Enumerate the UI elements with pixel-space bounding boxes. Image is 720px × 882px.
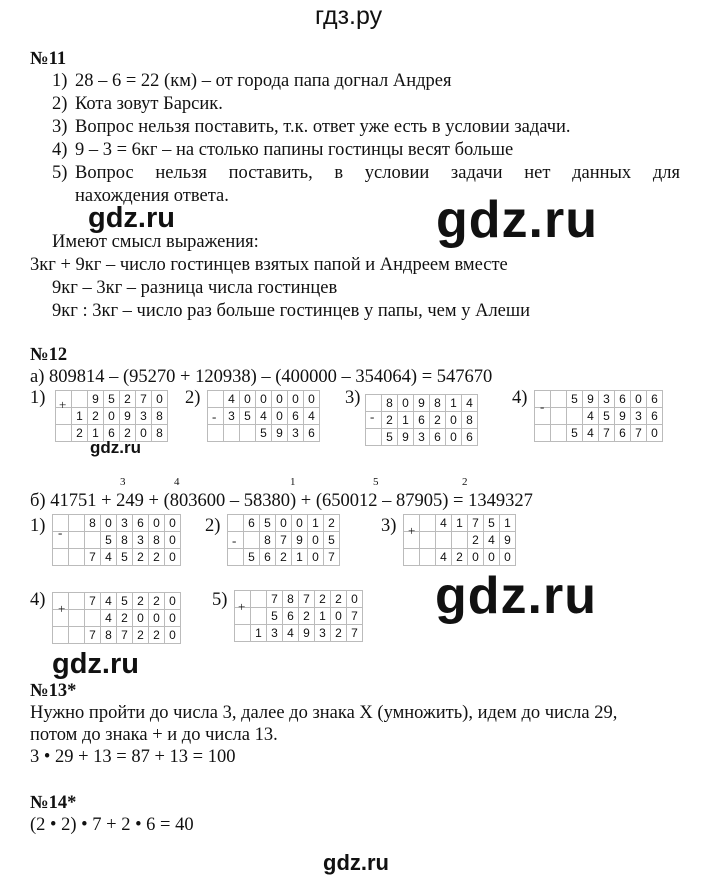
digit-cell: 1 <box>315 608 331 625</box>
minus-sign: - <box>58 525 63 540</box>
plus-sign: + <box>238 599 246 614</box>
digit-cell <box>420 532 436 549</box>
digit-cell: 5 <box>256 425 272 442</box>
digit-cell: 0 <box>152 391 168 408</box>
minus-sign: - <box>232 533 237 548</box>
digit-cell: 6 <box>430 429 446 446</box>
calc-b-1-grid <box>52 514 181 566</box>
digit-cell: 8 <box>117 532 133 549</box>
digit-cell: 0 <box>104 408 120 425</box>
task-11-item-2-number: 2) <box>52 94 68 114</box>
digit-cell: 1 <box>292 549 308 566</box>
digit-cell: 5 <box>567 391 583 408</box>
task-11-item-1-number: 1) <box>52 71 68 91</box>
digit-cell: 4 <box>583 408 599 425</box>
digit-cell: 6 <box>414 412 430 429</box>
digit-cell: 9 <box>120 408 136 425</box>
calc-b-4: 4) 7 4 5 2 2 0 4 2 0 0 0 7 8 7 2 2 0 + <box>30 590 205 656</box>
task-11-line-1: 3кг + 9кг – число гостинцев взятых папой и Андреем вместе <box>30 255 508 275</box>
digit-cell: 1 <box>88 425 104 442</box>
task-14-title: №14* <box>30 793 77 813</box>
digit-cell <box>567 408 583 425</box>
digit-cell: 5 <box>117 593 133 610</box>
digit-cell: 0 <box>468 549 484 566</box>
digit-cell: 9 <box>272 425 288 442</box>
digit-cell: 0 <box>240 391 256 408</box>
digit-cell: 2 <box>276 549 292 566</box>
digit-cell: 6 <box>133 515 149 532</box>
digit-cell: 6 <box>244 515 260 532</box>
calc-a-2: 2) 4 0 0 0 0 0 3 5 4 0 6 4 5 9 3 6 - <box>185 388 350 454</box>
digit-cell: 6 <box>462 429 478 446</box>
digit-cell: 4 <box>101 593 117 610</box>
digit-cell: 7 <box>599 425 615 442</box>
plus-sign: + <box>408 523 416 538</box>
digit-cell: 8 <box>260 532 276 549</box>
digit-cell: 7 <box>117 627 133 644</box>
digit-cell: 0 <box>165 593 181 610</box>
task-11-item-5-number: 5) <box>52 163 68 183</box>
digit-cell: 2 <box>133 593 149 610</box>
digit-cell: 7 <box>85 627 101 644</box>
digit-cell: 7 <box>468 515 484 532</box>
digit-cell: 5 <box>382 429 398 446</box>
digit-cell: 9 <box>398 429 414 446</box>
digit-cell: 2 <box>133 549 149 566</box>
digit-cell: 2 <box>299 608 315 625</box>
digit-cell: 3 <box>224 408 240 425</box>
order-number: 3 <box>120 476 126 488</box>
digit-cell: 4 <box>224 391 240 408</box>
digit-cell: 1 <box>452 515 468 532</box>
digit-cell: 0 <box>272 408 288 425</box>
digit-cell: 2 <box>315 591 331 608</box>
digit-cell: 7 <box>136 391 152 408</box>
digit-cell: 5 <box>267 608 283 625</box>
calc-b-3: 3) 4 1 7 5 1 2 4 9 4 2 0 0 0 + <box>381 512 531 578</box>
digit-cell: 4 <box>462 395 478 412</box>
digit-cell <box>208 425 224 442</box>
digit-cell: 7 <box>85 593 101 610</box>
digit-cell: 8 <box>430 395 446 412</box>
digit-cell: 1 <box>398 412 414 429</box>
task-11-line-3: 9кг : 3кг – число раз больше гостинцев у папы, чем у Алеши <box>52 301 531 321</box>
digit-cell <box>240 425 256 442</box>
digit-cell: 7 <box>631 425 647 442</box>
digit-cell: 5 <box>240 408 256 425</box>
task-13-line-3: 3 • 29 + 13 = 87 + 13 = 100 <box>30 747 236 767</box>
digit-cell: 1 <box>72 408 88 425</box>
digit-cell <box>436 532 452 549</box>
calc-a-2-grid <box>207 390 320 442</box>
watermark-big: gdz.ru <box>435 567 597 625</box>
digit-cell: 0 <box>272 391 288 408</box>
digit-cell <box>69 549 85 566</box>
digit-cell <box>85 532 101 549</box>
digit-cell: 0 <box>446 412 462 429</box>
digit-cell: 0 <box>165 515 181 532</box>
digit-cell <box>244 532 260 549</box>
digit-cell: 4 <box>436 549 452 566</box>
digit-cell: 8 <box>101 627 117 644</box>
digit-cell <box>69 627 85 644</box>
digit-cell: 2 <box>430 412 446 429</box>
digit-cell: 3 <box>315 625 331 642</box>
digit-cell: 4 <box>583 425 599 442</box>
digit-cell: 6 <box>260 549 276 566</box>
digit-cell: 6 <box>647 391 663 408</box>
digit-cell: 1 <box>500 515 516 532</box>
calc-a-3: 3) 8 0 9 8 1 4 2 1 6 2 0 8 5 9 3 6 0 6 - <box>345 388 520 454</box>
digit-cell: 0 <box>631 391 647 408</box>
digit-cell: 8 <box>152 425 168 442</box>
digit-cell: 0 <box>136 425 152 442</box>
digit-cell: 7 <box>85 549 101 566</box>
digit-cell <box>224 425 240 442</box>
site-header: гдз.ру <box>315 2 383 30</box>
digit-cell: 2 <box>120 425 136 442</box>
calc-b-1: 1) 8 0 3 6 0 0 5 8 3 8 0 7 4 5 2 2 0 - <box>30 512 200 578</box>
task-14-line: (2 • 2) • 7 + 2 • 6 = 40 <box>30 815 194 835</box>
digit-cell: 5 <box>324 532 340 549</box>
digit-cell: 3 <box>133 532 149 549</box>
digit-cell: 4 <box>101 610 117 627</box>
digit-cell: 8 <box>283 591 299 608</box>
digit-cell: 0 <box>276 515 292 532</box>
digit-cell: 2 <box>149 593 165 610</box>
digit-cell: 6 <box>647 408 663 425</box>
digit-cell: 5 <box>260 515 276 532</box>
task-11-meaningful-title: Имеют смысл выражения: <box>52 232 259 252</box>
task-11-line-2: 9кг – 3кг – разница числа гостинцев <box>52 278 338 298</box>
digit-cell <box>228 549 244 566</box>
digit-cell: 6 <box>615 425 631 442</box>
digit-cell: 8 <box>149 532 165 549</box>
digit-cell: 2 <box>133 627 149 644</box>
digit-cell <box>69 610 85 627</box>
digit-cell: 3 <box>267 625 283 642</box>
digit-cell: 0 <box>304 391 320 408</box>
digit-cell: 0 <box>133 610 149 627</box>
digit-cell: 9 <box>292 532 308 549</box>
digit-cell: 5 <box>101 532 117 549</box>
digit-cell: 7 <box>299 591 315 608</box>
digit-cell: 0 <box>347 591 363 608</box>
digit-cell: 4 <box>484 532 500 549</box>
digit-cell: 5 <box>484 515 500 532</box>
watermark-small: gdz.ru <box>52 648 139 680</box>
task-12-a-expression: а) 809814 – (95270 + 120938) – (400000 – 354064) = 547670 <box>30 367 493 387</box>
calc-b-2: 2) 6 5 0 0 1 2 8 7 9 0 5 5 6 2 1 0 7 - <box>205 512 370 578</box>
task-11-item-3: Вопрос нельзя поставить, т.к. ответ уже есть в условии задачи. <box>75 117 571 137</box>
task-11-title: №11 <box>30 49 67 69</box>
digit-cell: 2 <box>331 625 347 642</box>
digit-cell: 2 <box>382 412 398 429</box>
digit-cell <box>56 425 72 442</box>
digit-cell: 0 <box>398 395 414 412</box>
digit-cell: 4 <box>283 625 299 642</box>
digit-cell <box>404 549 420 566</box>
digit-cell: 6 <box>288 408 304 425</box>
digit-cell: 2 <box>452 549 468 566</box>
calc-a-1: 1) 9 5 2 7 0 1 2 0 9 3 8 2 1 6 2 0 8 + <box>30 388 190 454</box>
digit-cell: 8 <box>85 515 101 532</box>
digit-cell <box>85 610 101 627</box>
digit-cell: 9 <box>88 391 104 408</box>
digit-cell: 0 <box>308 549 324 566</box>
digit-cell: 3 <box>599 391 615 408</box>
digit-cell: 6 <box>104 425 120 442</box>
digit-cell <box>420 515 436 532</box>
digit-cell: 4 <box>256 408 272 425</box>
digit-cell: 2 <box>331 591 347 608</box>
digit-cell: 3 <box>117 515 133 532</box>
digit-cell: 1 <box>446 395 462 412</box>
digit-cell <box>235 625 251 642</box>
digit-cell: 1 <box>251 625 267 642</box>
plus-sign: + <box>59 397 67 412</box>
digit-cell: 6 <box>283 608 299 625</box>
digit-cell <box>69 532 85 549</box>
plus-sign: + <box>58 601 66 616</box>
digit-cell: 6 <box>615 391 631 408</box>
digit-cell: 0 <box>165 610 181 627</box>
calc-b-5-grid <box>234 590 363 642</box>
digit-cell: 4 <box>304 408 320 425</box>
digit-cell <box>366 429 382 446</box>
digit-cell: 0 <box>288 391 304 408</box>
digit-cell <box>72 391 88 408</box>
digit-cell: 0 <box>308 532 324 549</box>
digit-cell <box>251 591 267 608</box>
task-11-item-5-continuation: нахождения ответа. <box>75 186 229 206</box>
digit-cell <box>251 608 267 625</box>
digit-cell: 4 <box>436 515 452 532</box>
calc-a-3-grid <box>365 394 478 446</box>
order-number: 5 <box>373 476 379 488</box>
digit-cell: 0 <box>256 391 272 408</box>
calc-b-5: 5) 7 8 7 2 2 0 5 6 2 1 0 7 1 3 4 9 3 2 7 + <box>212 586 397 656</box>
digit-cell: 7 <box>347 625 363 642</box>
watermark-small: gdz.ru <box>90 438 141 457</box>
digit-cell <box>420 549 436 566</box>
digit-cell: 0 <box>165 627 181 644</box>
watermark-small: gdz.ru <box>88 202 175 234</box>
digit-cell: 3 <box>288 425 304 442</box>
digit-cell: 0 <box>149 515 165 532</box>
order-number: 2 <box>462 476 468 488</box>
digit-cell: 3 <box>136 408 152 425</box>
digit-cell <box>535 425 551 442</box>
digit-cell: 0 <box>292 515 308 532</box>
digit-cell: 2 <box>120 391 136 408</box>
digit-cell: 8 <box>152 408 168 425</box>
site-footer: gdz.ru <box>323 850 389 875</box>
digit-cell: 9 <box>500 532 516 549</box>
digit-cell: 0 <box>165 549 181 566</box>
task-12-title: №12 <box>30 345 68 365</box>
digit-cell: 0 <box>149 610 165 627</box>
calc-a-4: 4) 5 9 3 6 0 6 4 5 9 3 6 5 4 7 6 7 0 - <box>512 388 687 454</box>
digit-cell <box>452 532 468 549</box>
digit-cell: 8 <box>382 395 398 412</box>
digit-cell: 7 <box>267 591 283 608</box>
digit-cell: 9 <box>299 625 315 642</box>
digit-cell <box>208 391 224 408</box>
minus-sign: - <box>370 409 375 424</box>
calc-a-1-grid <box>55 390 168 442</box>
task-11-item-4-number: 4) <box>52 140 68 160</box>
digit-cell: 9 <box>583 391 599 408</box>
digit-cell <box>69 515 85 532</box>
digit-cell: 1 <box>308 515 324 532</box>
digit-cell: 0 <box>647 425 663 442</box>
task-13-title: №13* <box>30 681 77 701</box>
digit-cell: 6 <box>304 425 320 442</box>
digit-cell: 0 <box>331 608 347 625</box>
digit-cell <box>69 593 85 610</box>
order-number: 1 <box>290 476 296 488</box>
digit-cell: 9 <box>615 408 631 425</box>
digit-cell <box>53 627 69 644</box>
digit-cell <box>551 408 567 425</box>
digit-cell: 2 <box>72 425 88 442</box>
task-11-item-2: Кота зовут Барсик. <box>75 94 223 114</box>
calc-b-3-grid <box>403 514 516 566</box>
calc-a-4-grid <box>534 390 663 442</box>
digit-cell: 0 <box>446 429 462 446</box>
digit-cell: 7 <box>276 532 292 549</box>
calc-b-4-grid <box>52 592 181 644</box>
digit-cell: 5 <box>104 391 120 408</box>
digit-cell: 2 <box>324 515 340 532</box>
task-11-item-3-number: 3) <box>52 117 68 137</box>
task-13-line-2: потом до знака + и до числа 13. <box>30 725 278 745</box>
digit-cell: 0 <box>500 549 516 566</box>
order-number: 4 <box>174 476 180 488</box>
digit-cell: 5 <box>244 549 260 566</box>
digit-cell: 7 <box>324 549 340 566</box>
minus-sign: - <box>212 409 217 424</box>
task-12-b-expression: б) 41751 + 249 + (803600 – 58380) + (650012 – 87905) = 1349327 <box>30 491 533 511</box>
digit-cell: 2 <box>88 408 104 425</box>
digit-cell <box>551 425 567 442</box>
digit-cell: 3 <box>414 429 430 446</box>
calc-b-2-grid <box>227 514 340 566</box>
digit-cell: 2 <box>468 532 484 549</box>
digit-cell: 9 <box>414 395 430 412</box>
digit-cell: 2 <box>149 627 165 644</box>
digit-cell: 8 <box>462 412 478 429</box>
digit-cell: 4 <box>101 549 117 566</box>
digit-cell: 5 <box>567 425 583 442</box>
digit-cell: 0 <box>101 515 117 532</box>
digit-cell <box>228 515 244 532</box>
digit-cell <box>551 391 567 408</box>
digit-cell: 5 <box>599 408 615 425</box>
digit-cell: 0 <box>165 532 181 549</box>
digit-cell: 3 <box>631 408 647 425</box>
digit-cell: 7 <box>347 608 363 625</box>
task-13-line-1: Нужно пройти до числа 3, далее до знака X (умножить), идем до числа 29, <box>30 703 618 723</box>
task-11-item-4: 9 – 3 = 6кг – на столько папины гостинцы весят больше <box>75 140 514 160</box>
task-11-item-1: 28 – 6 = 22 (км) – от города папа догнал Андрея <box>75 71 452 91</box>
digit-cell: 2 <box>149 549 165 566</box>
digit-cell: 2 <box>117 610 133 627</box>
minus-sign: - <box>540 399 545 414</box>
digit-cell <box>53 549 69 566</box>
task-11-item-5: Вопрос нельзя поставить, в условии задачи нет данных для <box>75 163 680 183</box>
watermark-big: gdz.ru <box>436 191 598 249</box>
digit-cell: 5 <box>117 549 133 566</box>
digit-cell: 0 <box>484 549 500 566</box>
